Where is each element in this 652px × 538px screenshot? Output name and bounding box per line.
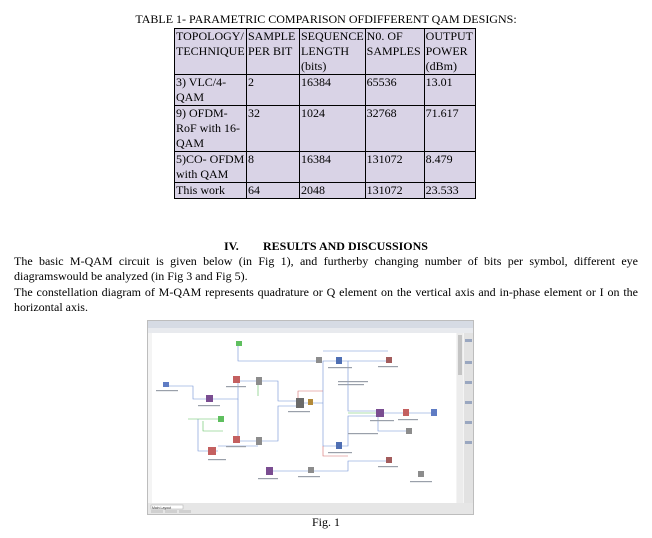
- paragraph: The constellation diagram of M-QAM represents quadrature or Q element on the vertical axis and in-phase element or I on the horizontal axis.: [14, 285, 638, 314]
- header-cell-power: OUTPUT POWER (dBm): [424, 29, 475, 75]
- window-toolbar: [148, 328, 473, 333]
- figure-caption: Fig. 1: [311, 515, 340, 529]
- generator-block[interactable]: [218, 416, 224, 422]
- tool-icon: [465, 381, 472, 384]
- table-cell: 2: [247, 75, 300, 106]
- generator-block[interactable]: [236, 341, 242, 346]
- pulse-generator-block[interactable]: [233, 436, 240, 443]
- modulator-block[interactable]: [256, 437, 262, 445]
- circuit-diagram: [148, 321, 473, 514]
- header-cell-sample: SAMPLE PER BIT: [247, 29, 300, 75]
- table-cell: 3) VLC/4-QAM: [175, 75, 247, 106]
- status-tab[interactable]: [151, 510, 163, 513]
- splitter-block[interactable]: [316, 357, 322, 363]
- table-caption: TABLE 1- PARAMETRIC COMPARISON OFDIFFERENT QAM DESIGNS:: [135, 12, 517, 26]
- figure-screenshot: [147, 320, 474, 515]
- table-cell: This work: [175, 183, 247, 199]
- table-header-row: [175, 29, 476, 75]
- table-cell: 71.617: [424, 106, 475, 152]
- table-row: [175, 106, 476, 152]
- table-cell: 16384: [300, 152, 366, 183]
- scrollbar-thumb[interactable]: [458, 335, 462, 375]
- table-cell: 131072: [365, 183, 424, 199]
- table-cell: 8: [247, 152, 300, 183]
- table-row: [175, 152, 476, 183]
- right-tool-panel: [464, 333, 473, 503]
- tool-icon: [465, 361, 472, 364]
- tool-icon: [465, 421, 472, 424]
- section-title: RESULTS AND DISCUSSIONS: [263, 239, 428, 253]
- header-cell-samples: N0. OF SAMPLES: [365, 29, 424, 75]
- status-tab[interactable]: [165, 510, 177, 513]
- table-cell: 13.01: [424, 75, 475, 106]
- table-cell: 32: [247, 106, 300, 152]
- table-cell: 32768: [365, 106, 424, 152]
- laser-block[interactable]: [208, 447, 216, 455]
- table-cell: 64: [247, 183, 300, 199]
- qam-decoder-block[interactable]: [376, 409, 384, 417]
- comparison-table: [174, 28, 476, 199]
- output-block[interactable]: [431, 409, 437, 416]
- layout-canvas: [152, 333, 456, 503]
- pulse-generator-block[interactable]: [233, 376, 240, 383]
- bottom-panel: [148, 503, 473, 514]
- receiver-block[interactable]: [336, 442, 342, 449]
- table-cell: 2048: [300, 183, 366, 199]
- paragraph: The basic M-QAM circuit is given below (in Fig 1), and furtherby changing number of bits per symbol, different eye diagramswould be analyzed (in Fig 3 and Fig 5).: [14, 254, 638, 283]
- tool-icon: [465, 401, 472, 404]
- table-cell: 1024: [300, 106, 366, 152]
- window-titlebar: [148, 321, 473, 328]
- header-cell-topology: TOPOLOGY/ TECHNIQUE: [175, 29, 247, 75]
- analyzer-block[interactable]: [406, 428, 412, 434]
- receiver-block[interactable]: [336, 357, 342, 364]
- section-number: IV.: [224, 239, 239, 253]
- modulator-block[interactable]: [256, 377, 262, 385]
- table-cell: 23.533: [424, 183, 475, 199]
- tab-label: Main Layout: [152, 506, 172, 510]
- table-row: [175, 75, 476, 106]
- table-cell: 8.479: [424, 152, 475, 183]
- table-cell: 65536: [365, 75, 424, 106]
- visualizer-block[interactable]: [386, 457, 392, 463]
- section-heading: [0, 239, 652, 254]
- analyzer-block[interactable]: [418, 471, 424, 477]
- tool-icon: [465, 441, 472, 444]
- table-cell: 16384: [300, 75, 366, 106]
- table-row: [175, 183, 476, 199]
- ber-analyzer-block[interactable]: [403, 409, 409, 416]
- table-cell: 9) OFDM-RoF with 16-QAM: [175, 106, 247, 152]
- status-tab[interactable]: [179, 510, 191, 513]
- visualizer-block[interactable]: [386, 357, 392, 363]
- eye-diagram-block[interactable]: [266, 467, 273, 475]
- tool-icon: [465, 339, 472, 342]
- filter-block[interactable]: [308, 399, 313, 405]
- table-cell: 131072: [365, 152, 424, 183]
- scope-block[interactable]: [308, 467, 314, 473]
- qam-encoder-block[interactable]: [206, 395, 213, 402]
- prbs-generator-block[interactable]: [163, 382, 169, 387]
- adder-block[interactable]: [296, 398, 304, 408]
- header-cell-sequence: SEQUENCE LENGTH (bits): [301, 29, 364, 73]
- table-cell: 5)CO- OFDM with QAM: [175, 152, 247, 183]
